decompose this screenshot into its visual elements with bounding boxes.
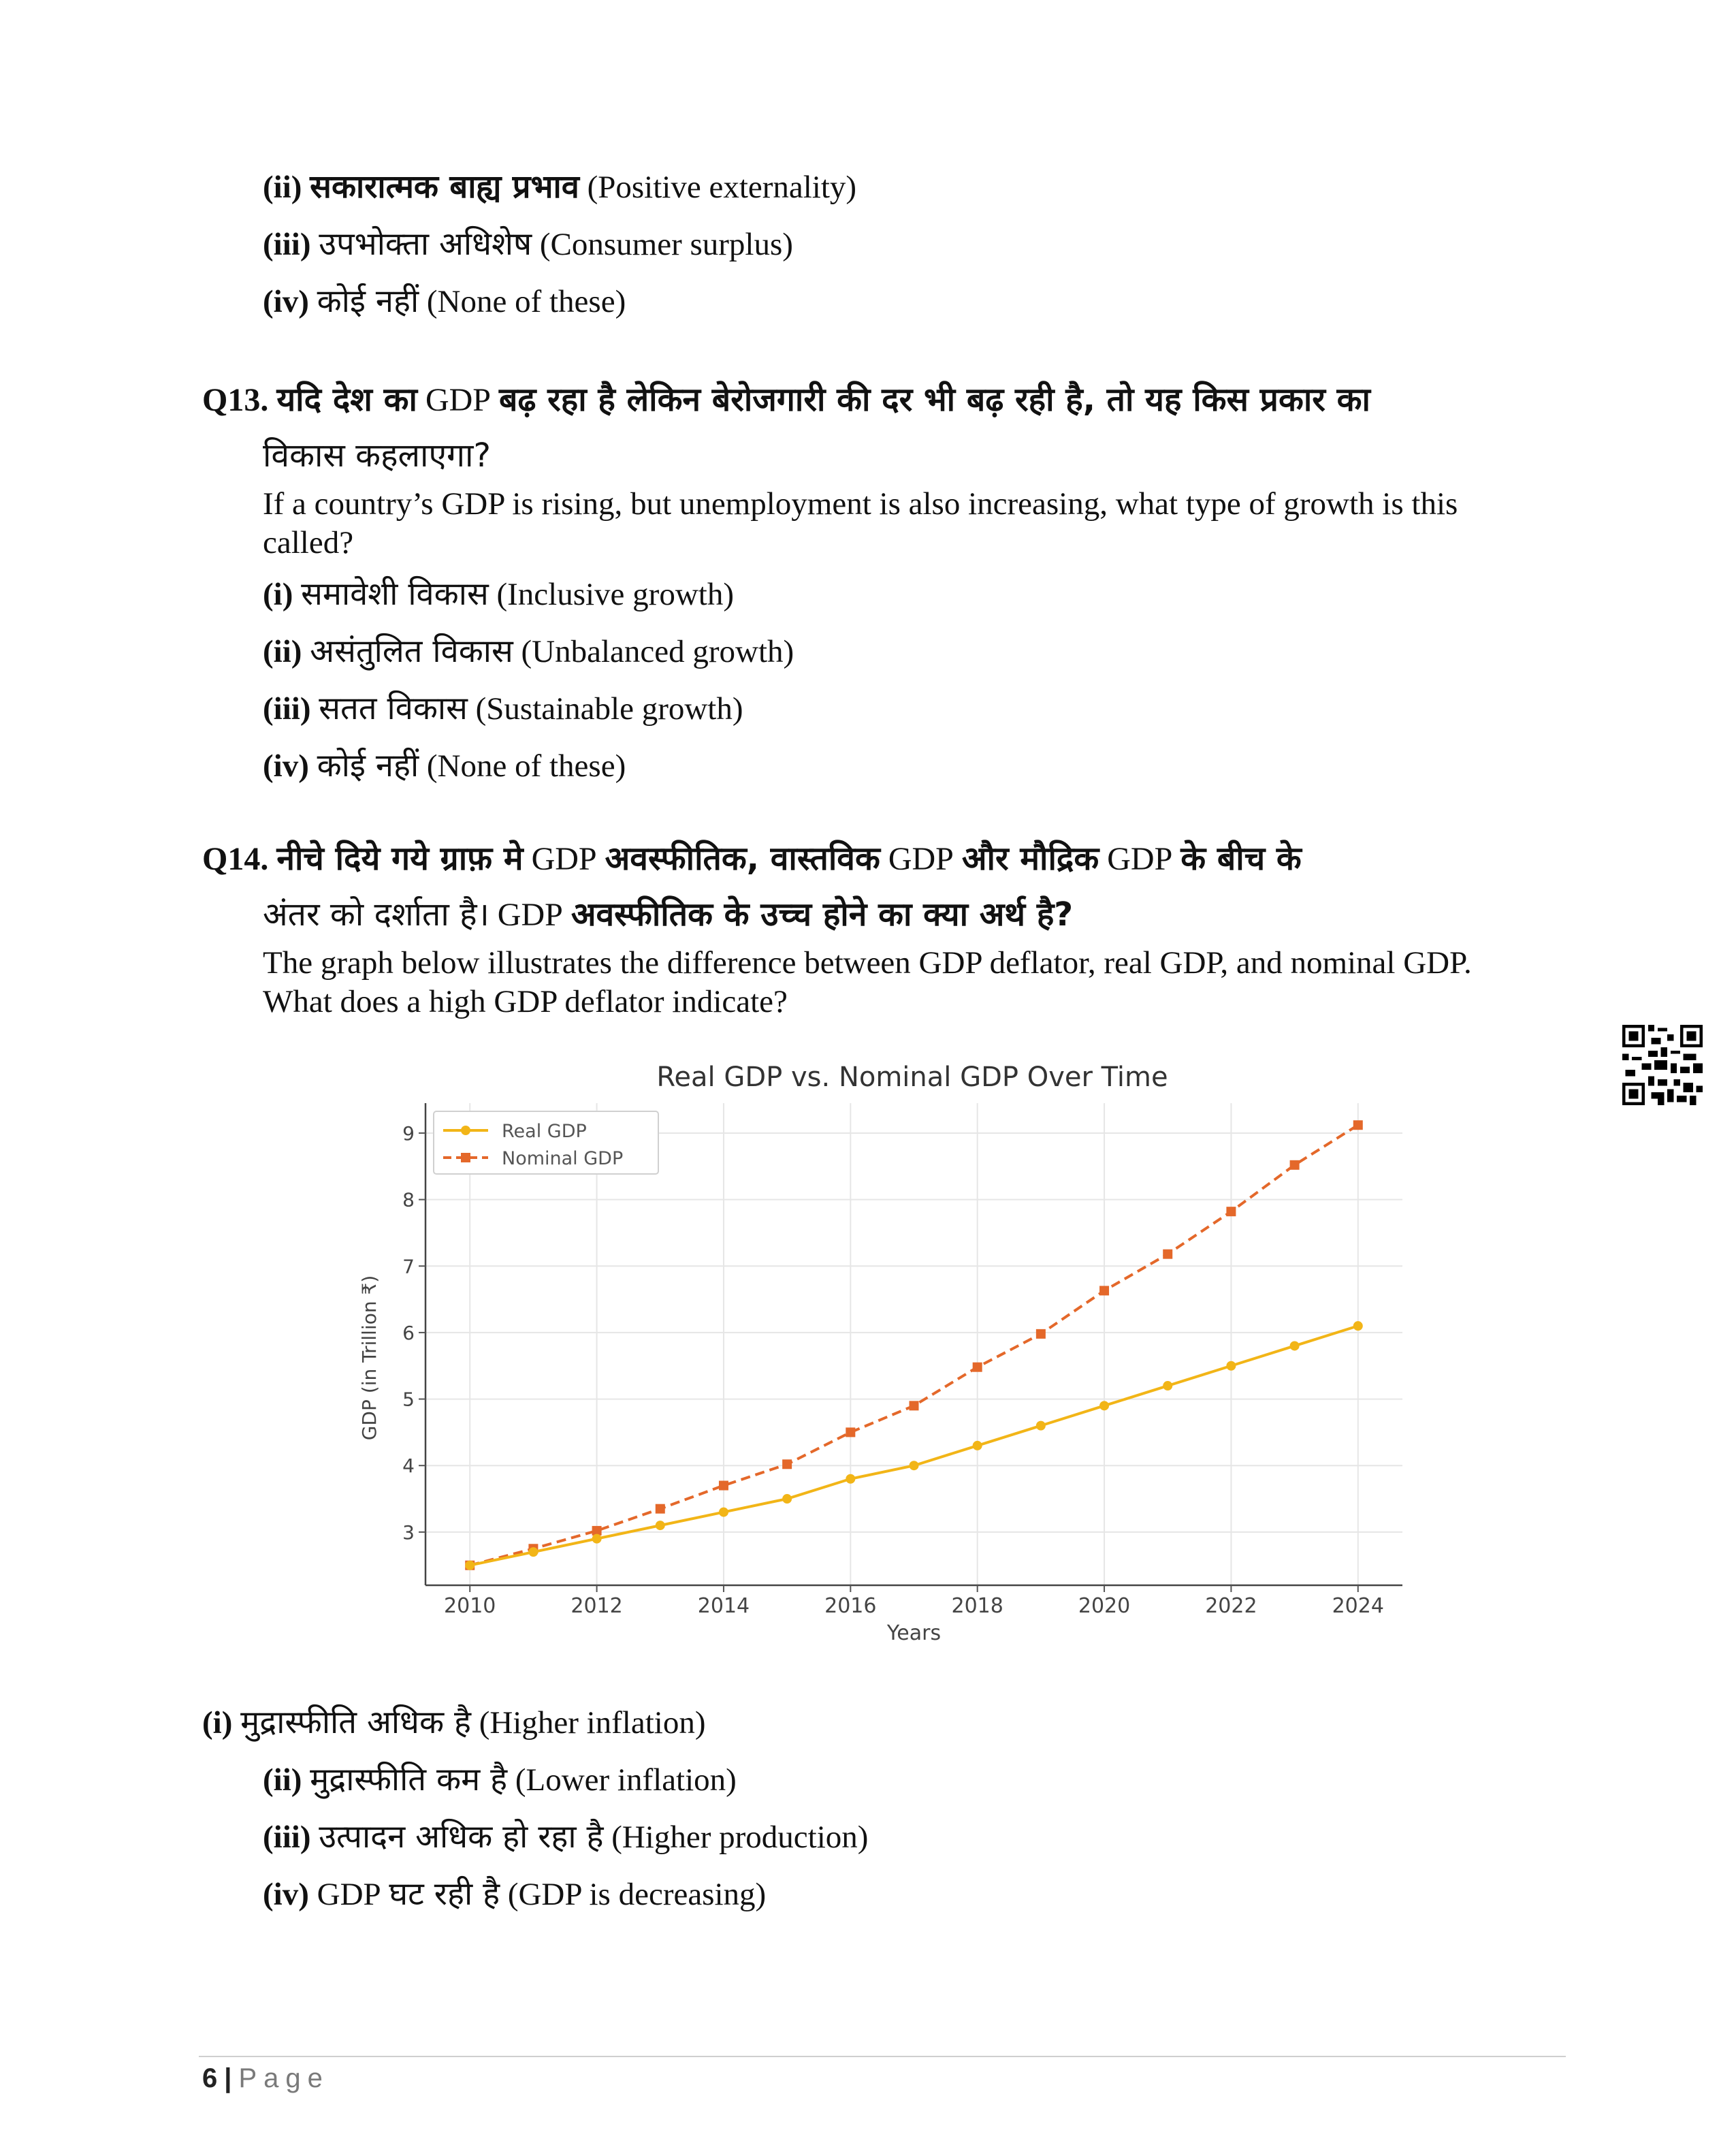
data-point-nominal-gdp xyxy=(1163,1250,1172,1259)
q13-question-english-line1: If a country’s GDP is rising, but unemployment is also increasing, what type of growth is this xyxy=(263,486,1458,522)
data-point-nominal-gdp xyxy=(782,1459,792,1469)
gdp-term: GDP xyxy=(317,1877,381,1912)
q13-option-iv xyxy=(263,742,626,786)
option-number: (iii) xyxy=(263,1820,311,1855)
x-tick-label: 2014 xyxy=(697,1594,750,1618)
y-tick-label: 6 xyxy=(402,1321,415,1344)
data-point-nominal-gdp xyxy=(719,1481,728,1491)
y-tick-label: 3 xyxy=(402,1521,415,1544)
question-text: अंतर को दर्शाता है। xyxy=(263,895,489,934)
data-point-real-gdp xyxy=(465,1561,475,1570)
data-point-real-gdp xyxy=(782,1494,792,1504)
question-text: अवस्फीतिक के उच्च होने का क्या अर्थ है? xyxy=(570,895,1074,934)
option-number: (ii) xyxy=(263,170,302,205)
option-hindi: घट रही है xyxy=(389,1875,500,1913)
data-point-nominal-gdp xyxy=(1290,1160,1300,1170)
y-axis-label: GDP (in Trillion ₹) xyxy=(358,1275,381,1441)
option-english: (Sustainable growth) xyxy=(475,691,743,727)
y-axis-ticks xyxy=(402,1122,425,1544)
option-number: (iv) xyxy=(263,748,309,784)
option-number: (iii) xyxy=(263,691,311,727)
option-hindi: सतत विकास xyxy=(319,690,468,727)
q13-option-iii xyxy=(263,685,743,729)
x-axis-ticks xyxy=(444,1585,1384,1618)
option-english: (Consumer surplus) xyxy=(539,227,793,262)
option-hindi: मुद्रास्फीति कम है xyxy=(310,1761,508,1798)
option-english: (None of these) xyxy=(426,748,626,784)
gdp-term: GDP xyxy=(1107,841,1173,877)
y-tick-label: 4 xyxy=(402,1455,415,1478)
question-text: विकास कहलाएगा? xyxy=(263,436,491,475)
option-hindi: कोई नहीं xyxy=(317,283,419,320)
question-text: अवस्फीतिक, वास्तविक xyxy=(605,840,880,878)
option-english: (Unbalanced growth) xyxy=(521,634,794,669)
data-point-nominal-gdp xyxy=(1036,1329,1046,1339)
option-number: (ii) xyxy=(263,634,302,669)
x-tick-label: 2010 xyxy=(444,1594,496,1618)
option-hindi: उत्पादन अधिक हो रहा है xyxy=(319,1818,604,1856)
x-tick-label: 2018 xyxy=(951,1594,1003,1618)
plot-area xyxy=(425,1103,1402,1585)
x-tick-label: 2020 xyxy=(1078,1594,1131,1618)
data-point-real-gdp xyxy=(846,1474,855,1484)
x-tick-label: 2024 xyxy=(1332,1594,1384,1618)
option-hindi: सकारात्मक बाह्य प्रभाव xyxy=(310,168,579,206)
data-point-nominal-gdp xyxy=(656,1504,665,1514)
question-text: बढ़ रहा है लेकिन बेरोजगारी की दर भी बढ़ रही है, तो यह किस प्रकार का xyxy=(498,381,1370,419)
q13-question-english-line2: called? xyxy=(263,525,354,560)
q14-question-english-line1: The graph below illustrates the difference between GDP deflator, real GDP, and nominal GDP. xyxy=(263,945,1472,981)
q14-question-hindi-line1 xyxy=(202,836,1302,880)
option-hindi: असंतुलित विकास xyxy=(310,633,513,670)
option-english: (None of these) xyxy=(426,284,626,319)
data-point-real-gdp xyxy=(1163,1381,1172,1391)
data-point-nominal-gdp xyxy=(1226,1207,1236,1216)
data-point-nominal-gdp xyxy=(973,1363,982,1372)
question-number: Q13. xyxy=(202,382,269,418)
legend-marker xyxy=(461,1126,470,1135)
data-point-real-gdp xyxy=(1290,1341,1300,1350)
page-number: 6 xyxy=(202,2063,218,2093)
legend-marker xyxy=(461,1153,470,1162)
y-tick-label: 7 xyxy=(402,1255,415,1278)
data-point-real-gdp xyxy=(656,1521,665,1530)
y-tick-label: 8 xyxy=(402,1188,415,1211)
gdp-term: GDP xyxy=(531,841,597,877)
option-hindi: कोई नहीं xyxy=(317,747,419,784)
option-hindi: मुद्रास्फीति अधिक है xyxy=(240,1704,471,1741)
y-tick-label: 9 xyxy=(402,1122,415,1145)
question-text: यदि देश का xyxy=(276,381,417,419)
question-number: Q14. xyxy=(202,841,269,877)
page-word: Page xyxy=(238,2063,329,2093)
option-hindi: उपभोक्ता अधिशेष xyxy=(319,225,532,263)
data-point-real-gdp xyxy=(719,1508,728,1517)
data-point-real-gdp xyxy=(592,1534,602,1544)
q14-option-iv xyxy=(263,1871,766,1914)
option-number: (i) xyxy=(202,1705,233,1741)
chart-title: Real GDP vs. Nominal GDP Over Time xyxy=(656,1062,1168,1093)
q14-option-iii xyxy=(263,1813,868,1857)
option-hindi: समावेशी विकास xyxy=(301,575,489,613)
q12-option-iv xyxy=(263,278,626,321)
data-point-real-gdp xyxy=(1099,1401,1109,1410)
q13-option-ii xyxy=(263,628,794,671)
option-number: (iv) xyxy=(263,284,309,319)
q14-option-i xyxy=(202,1699,706,1743)
page-footer xyxy=(202,2063,329,2094)
gdp-term: GDP xyxy=(497,897,563,933)
data-point-nominal-gdp xyxy=(1353,1120,1363,1130)
option-english: (Positive externality) xyxy=(587,170,857,205)
q14-question-english-line2: What does a high GDP deflator indicate? xyxy=(263,984,788,1019)
q14-question-hindi-line2 xyxy=(263,891,1073,936)
question-text: नीचे दिये गये ग्राफ़ मे xyxy=(276,840,524,878)
data-point-real-gdp xyxy=(910,1461,919,1470)
option-english: (Higher production) xyxy=(611,1820,869,1855)
qr-code-icon xyxy=(1622,1025,1703,1105)
legend-label: Real GDP xyxy=(502,1121,587,1142)
gdp-line-chart xyxy=(340,1052,1416,1651)
question-text: के बीच के xyxy=(1180,840,1302,878)
gdp-term: GDP xyxy=(888,841,954,877)
q13-option-i xyxy=(263,571,734,614)
data-point-real-gdp xyxy=(1353,1321,1363,1331)
option-english: (Higher inflation) xyxy=(479,1705,706,1741)
legend-label: Nominal GDP xyxy=(502,1148,624,1169)
option-english: (Inclusive growth) xyxy=(496,577,734,612)
data-point-real-gdp xyxy=(973,1441,982,1450)
x-tick-label: 2016 xyxy=(824,1594,877,1618)
x-tick-label: 2022 xyxy=(1205,1594,1257,1618)
question-text: और मौद्रिक xyxy=(961,840,1099,878)
data-point-nominal-gdp xyxy=(910,1401,919,1410)
chart-legend xyxy=(434,1111,658,1174)
data-point-real-gdp xyxy=(1226,1361,1236,1371)
q14-option-ii xyxy=(263,1756,737,1800)
data-point-nominal-gdp xyxy=(1099,1286,1109,1295)
y-tick-label: 5 xyxy=(402,1388,415,1411)
data-point-nominal-gdp xyxy=(846,1427,855,1437)
data-point-real-gdp xyxy=(1036,1421,1046,1431)
q12-option-iii xyxy=(263,221,793,264)
option-english: (GDP is decreasing) xyxy=(507,1877,767,1912)
q12-option-ii xyxy=(263,163,856,207)
option-english: (Lower inflation) xyxy=(515,1762,737,1798)
option-number: (ii) xyxy=(263,1762,302,1798)
q13-question-hindi-line1 xyxy=(202,377,1557,421)
option-number: (i) xyxy=(263,577,293,612)
x-axis-label: Years xyxy=(886,1621,942,1645)
footer-divider xyxy=(199,2056,1566,2057)
footer-separator: | xyxy=(224,2063,232,2093)
q13-question-hindi-line2 xyxy=(263,432,491,477)
data-point-real-gdp xyxy=(528,1547,538,1557)
gdp-term: GDP xyxy=(425,382,491,418)
option-number: (iii) xyxy=(263,227,311,262)
option-number: (iv) xyxy=(263,1877,309,1912)
x-tick-label: 2012 xyxy=(570,1594,623,1618)
